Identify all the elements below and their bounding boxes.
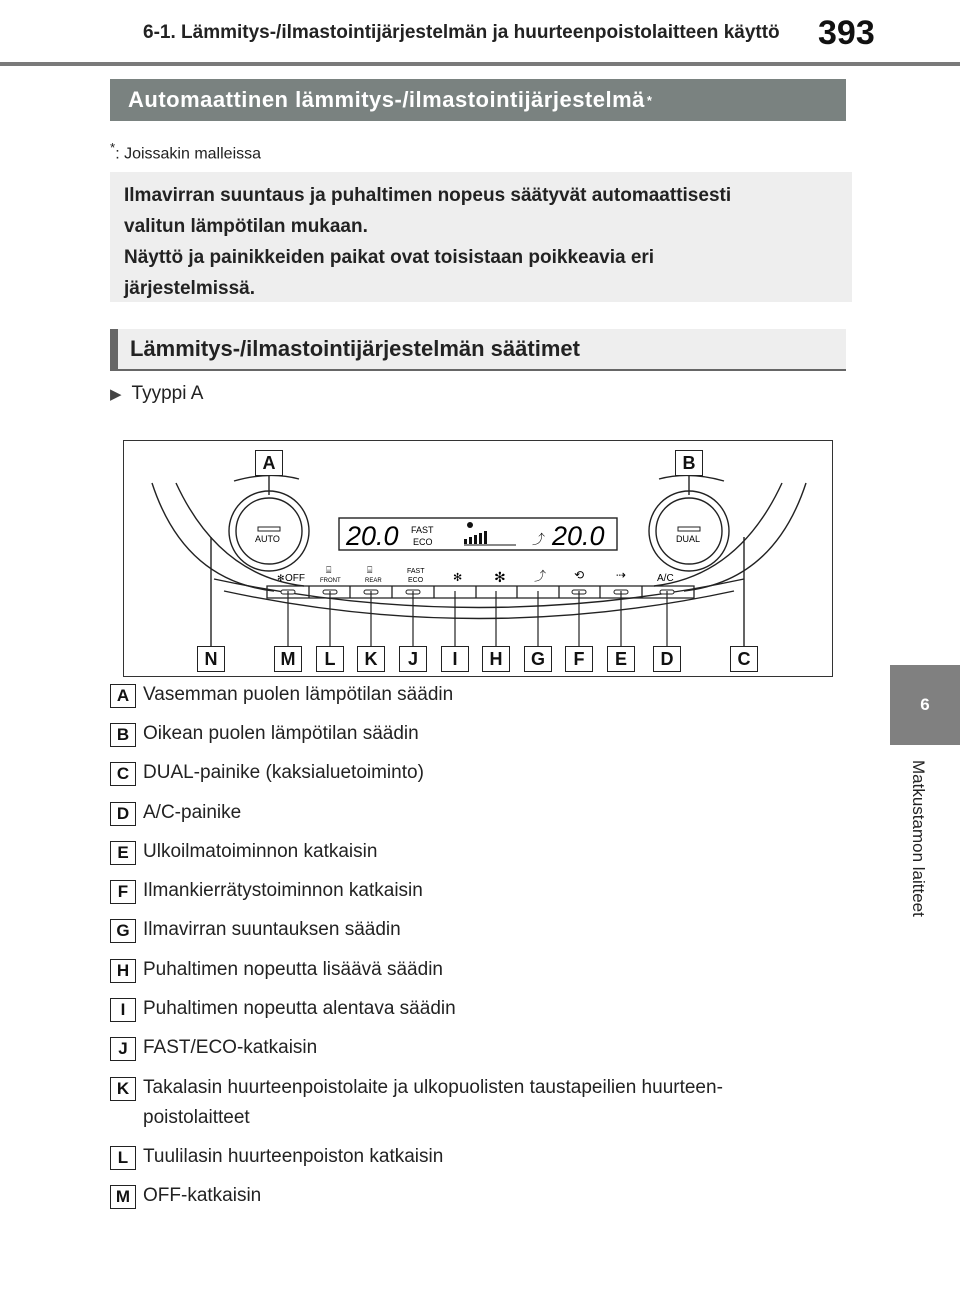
callout-a: A bbox=[255, 450, 283, 476]
legend-key: M bbox=[110, 1185, 136, 1209]
intro-box bbox=[110, 172, 852, 302]
dual-button-bar bbox=[678, 527, 700, 531]
chapter-number: 6 bbox=[920, 695, 930, 714]
chapter-title-vertical: Matkustamon laitteet bbox=[909, 760, 928, 917]
callout-e: E bbox=[607, 646, 635, 672]
panel-inner-left bbox=[176, 483, 304, 586]
recirculation-icon: ⟲ bbox=[574, 568, 585, 582]
intro-line: järjestelmissä. bbox=[124, 278, 255, 299]
legend-item bbox=[110, 798, 823, 828]
section-title: Automaattinen lämmitys-/ilmastointijärjestelmä bbox=[128, 87, 645, 112]
legend-item bbox=[110, 915, 823, 945]
front-defrost-icon: ⌸ bbox=[326, 566, 332, 576]
footnote-mark: * bbox=[110, 140, 116, 155]
legend-item bbox=[110, 680, 823, 710]
legend-key: L bbox=[110, 1146, 136, 1170]
legend-text: Ilmankierrätystoiminnon katkaisin bbox=[143, 880, 423, 901]
section-title-bar bbox=[110, 79, 846, 121]
display-right-temp: 20.0 bbox=[552, 521, 605, 551]
callout-j: J bbox=[399, 646, 427, 672]
legend-key: I bbox=[110, 998, 136, 1022]
display-fast: FAST bbox=[411, 525, 434, 535]
callout-l: L bbox=[316, 646, 344, 672]
display-eco: ECO bbox=[413, 537, 433, 547]
intro-line: valitun lämpötilan mukaan. bbox=[124, 216, 368, 237]
legend-item bbox=[110, 876, 823, 906]
fan-down-icon: ✻ bbox=[453, 571, 463, 584]
legend-key: J bbox=[110, 1037, 136, 1061]
legend-item bbox=[110, 1142, 823, 1172]
triangle-bullet-icon: ▶ bbox=[110, 386, 122, 403]
display-left-temp: 20.0 bbox=[346, 521, 399, 551]
panel-inner-right bbox=[654, 483, 782, 586]
legend-text: Ulkoilmatoiminnon katkaisin bbox=[143, 841, 378, 862]
callout-g: G bbox=[524, 646, 552, 672]
legend-key: C bbox=[110, 762, 136, 786]
panel-top-left-arc bbox=[234, 475, 299, 481]
legend-item bbox=[110, 758, 823, 788]
auto-label: AUTO bbox=[255, 534, 280, 544]
callout-c: C bbox=[730, 646, 758, 672]
legend-item bbox=[110, 955, 823, 985]
legend-item bbox=[110, 1073, 813, 1133]
legend-text: FAST/ECO-katkaisin bbox=[143, 1037, 318, 1058]
legend-text: Takalasin huurteenpoistolaite ja ulkopuolisten taustapeilien huurteen-poistolaitteet bbox=[143, 1077, 723, 1128]
header-divider bbox=[0, 62, 960, 66]
button-indicators bbox=[281, 590, 674, 594]
legend-key: G bbox=[110, 919, 136, 943]
btn-front-label: FRONT bbox=[320, 578, 341, 584]
legend-key: B bbox=[110, 723, 136, 747]
legend-key: D bbox=[110, 802, 136, 826]
legend-key: H bbox=[110, 959, 136, 983]
panel-top-right-arc bbox=[659, 475, 724, 481]
type-label bbox=[110, 383, 203, 405]
btn-off-label: OFF bbox=[285, 573, 305, 584]
subsection-title: Lämmitys-/ilmastointijärjestelmän säätimet bbox=[130, 336, 580, 361]
callout-i: I bbox=[441, 646, 469, 672]
fan-up-icon: ✻ bbox=[494, 570, 506, 586]
callout-d: D bbox=[653, 646, 681, 672]
intro-line: Näyttö ja painikkeiden paikat ovat toisistaan poikkeavia eri bbox=[124, 247, 655, 268]
legend-text: A/C-painike bbox=[143, 802, 242, 823]
chapter-tab[interactable] bbox=[890, 665, 960, 745]
btn-ac-label: A/C bbox=[657, 573, 674, 584]
display-airflow-icon: ⤴ bbox=[532, 533, 546, 548]
page-number: 393 bbox=[818, 14, 875, 52]
panel-outline-right bbox=[684, 483, 806, 591]
legend-item bbox=[110, 1181, 823, 1211]
chapter-header-title: 6-1. Lämmitys-/ilmastointijärjestelmän ja huurteenpoistolaitteen käyttö bbox=[143, 22, 780, 43]
auto-button-bar bbox=[258, 527, 280, 531]
callout-f: F bbox=[565, 646, 593, 672]
legend-text: Vasemman puolen lämpötilan säädin bbox=[143, 684, 454, 705]
type-label-text: Tyyppi A bbox=[131, 383, 204, 404]
legend-key: F bbox=[110, 880, 136, 904]
intro-line: Ilmavirran suuntaus ja puhaltimen nopeus säätyvät automaattisesti bbox=[124, 185, 732, 206]
legend-text: Oikean puolen lämpötilan säädin bbox=[143, 723, 419, 744]
footnote-text: : Joissakin malleissa bbox=[115, 145, 262, 163]
legend-item bbox=[110, 1033, 823, 1063]
legend-item bbox=[110, 994, 823, 1024]
display-fan-bars-icon bbox=[464, 522, 516, 545]
climate-panel-drawing bbox=[124, 441, 834, 678]
section-title-mark: * bbox=[646, 92, 653, 108]
legend-text: Puhaltimen nopeutta alentava säädin bbox=[143, 998, 456, 1019]
off-fan-icon: ✻ bbox=[277, 574, 285, 584]
legend-item bbox=[110, 837, 823, 867]
callout-n: N bbox=[197, 646, 225, 672]
legend-text: OFF-katkaisin bbox=[143, 1185, 262, 1206]
btn-eco-label: ECO bbox=[408, 577, 424, 584]
callout-m: M bbox=[274, 646, 302, 672]
subsection-title-bar bbox=[110, 329, 846, 371]
callout-h: H bbox=[482, 646, 510, 672]
legend-text: Tuulilasin huurteenpoiston katkaisin bbox=[143, 1146, 444, 1167]
legend-text: Ilmavirran suuntauksen säädin bbox=[143, 919, 401, 940]
callout-b: B bbox=[675, 450, 703, 476]
dual-label: DUAL bbox=[676, 534, 701, 544]
rear-defrost-icon: ⌸ bbox=[367, 566, 373, 576]
footnote bbox=[110, 140, 261, 163]
callout-k: K bbox=[357, 646, 385, 672]
legend-text: DUAL-painike (kaksialuetoiminto) bbox=[143, 762, 424, 783]
airflow-mode-icon: ⤴ bbox=[534, 569, 547, 583]
outside-air-icon: ⇢ bbox=[616, 568, 627, 582]
btn-fast-label: FAST bbox=[407, 568, 425, 575]
climate-panel-figure bbox=[123, 440, 833, 677]
legend-item bbox=[110, 719, 823, 749]
legend-key: A bbox=[110, 684, 136, 708]
btn-rear-label: REAR bbox=[365, 578, 382, 584]
legend-key: E bbox=[110, 841, 136, 865]
legend-key: K bbox=[110, 1077, 136, 1101]
legend-text: Puhaltimen nopeutta lisäävä säädin bbox=[143, 959, 443, 980]
